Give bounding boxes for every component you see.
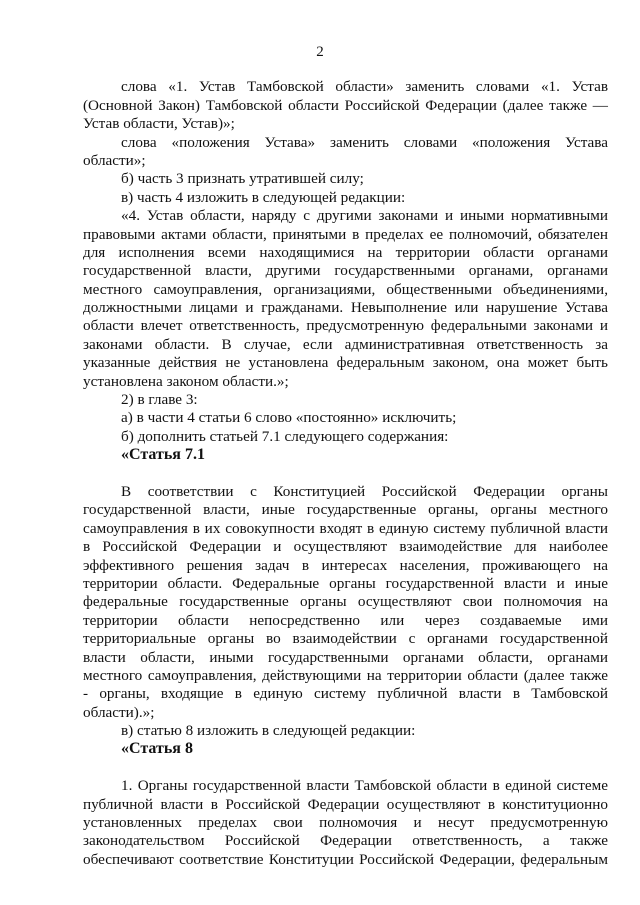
page-number: 2 bbox=[316, 44, 324, 60]
paragraph-line: государственной власти, иные государственные органы, органы местного bbox=[83, 501, 608, 519]
paragraph-line: области).»; bbox=[83, 703, 155, 721]
paragraph-line: установлена законом области.»; bbox=[83, 372, 289, 390]
paragraph-line: установленных пределах свои полномочия и несут предусмотренную bbox=[83, 814, 608, 832]
paragraph-line: обеспечивают соответствие Конституции Российской Федерации, федеральным bbox=[83, 850, 608, 868]
paragraph-line: территории области. Федеральные органы государственной власти и иные bbox=[83, 574, 608, 592]
paragraph-line: «4. Устав области, наряду с другими законами и иными нормативными bbox=[121, 207, 608, 225]
paragraph-line: слова «положения Устава» заменить словами «положения Устава bbox=[121, 133, 608, 151]
paragraph-line: государственной власти, другими государственными органами, органами bbox=[83, 262, 608, 280]
paragraph-line: местного самоуправления, действующими на территории области (далее также bbox=[83, 666, 608, 684]
paragraph-line: В соответствии с Конституцией Российской Федерации органы bbox=[121, 482, 608, 500]
paragraph-line: Устав области, Устав)»; bbox=[83, 115, 235, 133]
article-heading: «Статья 7.1 bbox=[121, 446, 205, 464]
paragraph-line: области»; bbox=[83, 151, 146, 169]
paragraph-line: указанные действия не установлена федеральным законом, она может быть bbox=[83, 354, 608, 372]
paragraph-line: власти области, иными государственными органами области, органами bbox=[83, 648, 608, 666]
paragraph-line: территориальные органы во взаимодействии с органами государственной bbox=[83, 630, 608, 648]
paragraph-line: в) статью 8 изложить в следующей редакции: bbox=[121, 722, 416, 740]
paragraph-line: а) в части 4 статьи 6 слово «постоянно» исключить; bbox=[121, 409, 457, 427]
paragraph-line: местного самоуправления, организациями, общественными объединениями, bbox=[83, 280, 608, 298]
paragraph-line: - органы, входящие в единую систему публичной власти в Тамбовской bbox=[83, 685, 608, 703]
paragraph-line: федеральные государственные органы осуществляют свои полномочия на bbox=[83, 593, 608, 611]
paragraph-line: (Основной Закон) Тамбовской области Российской Федерации (далее также — bbox=[83, 96, 608, 114]
paragraph-line: б) дополнить статьей 7.1 следующего содержания: bbox=[121, 427, 449, 445]
paragraph-line: территории области непосредственно или через создаваемые ими bbox=[83, 611, 608, 629]
paragraph-line: самоуправления в их совокупности входят в единую систему публичной власти bbox=[83, 519, 608, 537]
paragraph-line: законодательством Российской Федерации ответственность, а также bbox=[83, 832, 608, 850]
paragraph-line: публичной власти в Российской Федерации осуществляют в конституционно bbox=[83, 795, 608, 813]
article-heading: «Статья 8 bbox=[121, 740, 193, 758]
paragraph-line: эффективного решения задач в интересах населения, проживающего на bbox=[83, 556, 608, 574]
paragraph-line: слова «1. Устав Тамбовской области» заменить словами «1. Устав bbox=[121, 78, 608, 96]
paragraph-line: в) часть 4 изложить в следующей редакции: bbox=[121, 188, 406, 206]
paragraph-line: правовыми актами области, принятыми в пределах ее полномочий, обязателен bbox=[83, 225, 608, 243]
paragraph-line: 1. Органы государственной власти Тамбовской области в единой системе bbox=[121, 777, 608, 795]
paragraph-line: в Российской Федерации и осуществляют взаимодействие для наиболее bbox=[83, 538, 608, 556]
paragraph-line: должностными лицами и гражданами. Невыполнение или нарушение Устава bbox=[83, 299, 608, 317]
paragraph-line: законами области. В случае, если административная ответственность за bbox=[83, 335, 608, 353]
paragraph-line: б) часть 3 признать утратившей силу; bbox=[121, 170, 364, 188]
document-body bbox=[83, 60, 608, 869]
paragraph-line: 2) в главе 3: bbox=[121, 391, 198, 409]
paragraph-line: для исполнения всеми находящимися на территории области органами bbox=[83, 243, 608, 261]
paragraph-line: области влечет ответственность, предусмотренную федеральными законами и bbox=[83, 317, 608, 335]
